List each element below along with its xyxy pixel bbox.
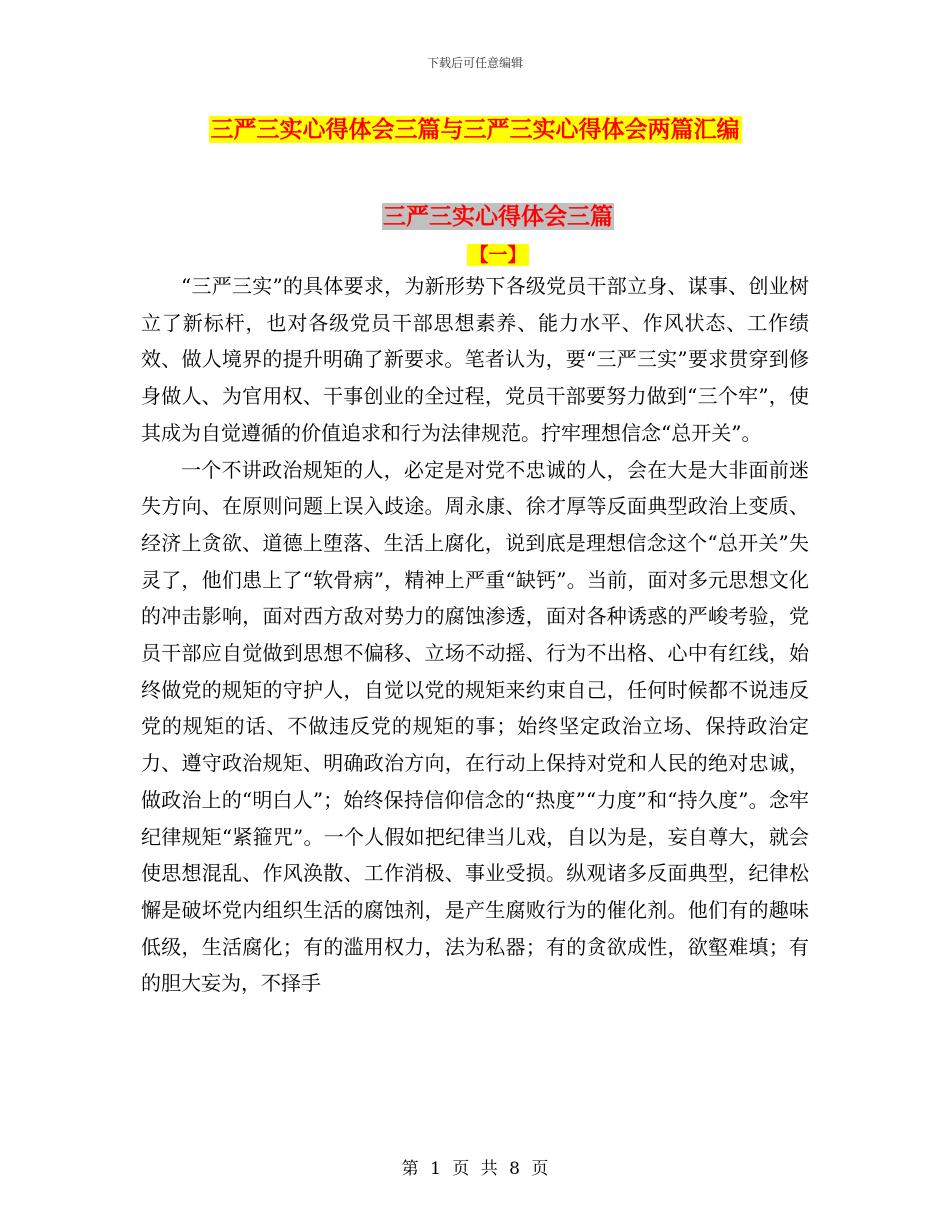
section-subtitle-text: 三严三实心得体会三篇	[383, 203, 613, 230]
header-note: 下载后可任意编辑	[426, 56, 523, 70]
document-title	[0, 112, 950, 148]
section-mark	[0, 240, 950, 270]
paragraph-2: 一个不讲政治规矩的人，必定是对党不忠诚的人，会在大是大非面前迷失方向、在原则问题上误入歧途。周永康、徐才厚等反面典型政治上变质、经济上贪欲、道德上堕落、生活上腐化，说到底是理想信念这个“总开关”失灵了，他们患上了“软骨病”，精神上严重“缺钙”。当前，面对多元思想文化的冲击影响，面对西方敌对势力的腐蚀渗透，面对各种诱惑的严峻考验，党员干部应自觉做到思想不偏移、立场不动摇、行为不出格、心中有红线，始终做党的规矩的守护人，自觉以党的规矩来约束自己，任何时候都不说违反党的规矩的话、不做违反党的规矩的事；始终坚定政治立场、保持政治定力、遵守政治规矩、明确政治方向，在行动上保持对党和人民的绝对忠诚，做政治上的“明白人”；始终保持信仰信念的“热度”“力度”和“持久度”。念牢纪律规矩“紧箍咒”。一个人假如把纪律当儿戏，自以为是，妄自尊大，就会使思想混乱、作风涣散、工作消极、事业受损。纵观诸多反面典型，纪律松懈是破坏党内组织生活的腐蚀剂，是产生腐败行为的催化剂。他们有的趣味低级，生活腐化；有的滥用权力，法为私器；有的贪欲成性，欲壑难填；有的胆大妄为，不择手	[141, 457, 809, 996]
section-subtitle	[0, 200, 950, 234]
section-mark-text: 【一】	[469, 244, 527, 266]
paragraph-1: “三严三实”的具体要求，为新形势下各级党员干部立身、谋事、创业树立了新标杆，也对各级党员干部思想素养、能力水平、作风状态、工作绩效、做人境界的提升明确了新要求。笔者认为，要“三严三实”要求贯穿到修身做人、为官用权、干事创业的全过程，党员干部要努力做到“三个牢”，使其成为自觉遵循的价值追求和行为法律规范。拧牢理想信念“总开关”。	[141, 274, 809, 445]
document-title-text: 三严三实心得体会三篇与三严三实心得体会两篇汇编	[210, 116, 740, 143]
page-footer: 第 1 页 共 8 页	[401, 1159, 549, 1179]
document-body	[141, 268, 809, 1002]
